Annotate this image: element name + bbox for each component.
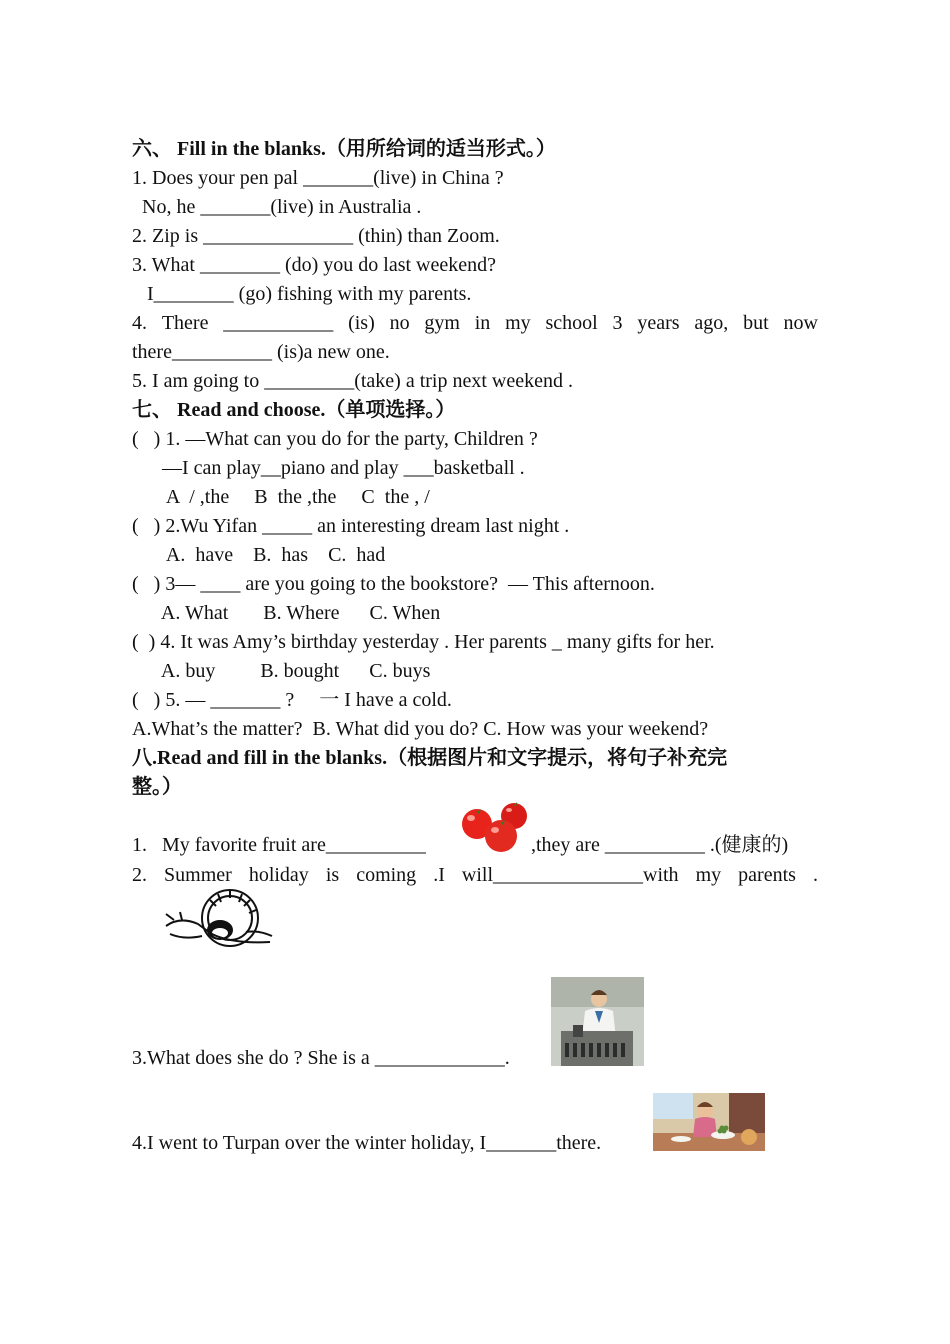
word: school [545,312,598,334]
word: ago, [694,312,729,334]
section-8-heading: 八.Read and fill in the blanks.（根据图片和文字提示，将句子补充完 [132,747,728,769]
s7-line-1: ( ) 1. —What can you do for the party, Children ? [132,428,538,450]
s7-line-9: A. buy B. bought C. buys [132,660,431,682]
word: holiday [248,864,309,886]
word: 4. [132,312,147,334]
scientist-image [551,977,644,1071]
section-8-heading-cont: 整。） [132,776,182,798]
eating-grapes-image [653,1093,765,1156]
word: .I [433,864,445,886]
tomatoes-image [457,800,533,859]
word: but [743,312,769,334]
s7-line-2: —I can play__piano and play ___basketball . [132,457,525,479]
word: gym [424,312,460,334]
s7-line-4: ( ) 2.Wu Yifan _____ an interesting dream last night . [132,515,570,537]
word: now [783,312,818,334]
s8-q4-text: 4.I went to Turpan over the winter holiday, I_______there. [132,1132,602,1154]
s6-line-7: 5. I am going to _________(take) a trip next weekend . [132,370,573,392]
word: in [474,312,491,334]
s8-q1-text-a: 1. My favorite fruit are__________ [132,834,426,856]
word: There [161,312,209,334]
s7-line-7: A. What B. Where C. When [132,602,441,624]
word: years [637,312,680,334]
s7-line-11: A.What’s the matter? B. What did you do? C. How was your weekend? [132,718,709,740]
swimming-child-image [162,886,276,959]
s7-line-3: A / ,the B the ,the C the , / [132,486,430,508]
s6-line-3: 2. Zip is _______________ (thin) than Zoom. [132,225,500,247]
s6-line-1: 1. Does your pen pal _______(live) in China ? [132,167,504,189]
word: 2. [132,864,147,886]
section-6-heading: 六、 Fill in the blanks.（用所给词的适当形式。） [132,138,556,160]
s6-line-2: No, he _______(live) in Australia . [132,196,422,218]
word: coming [356,864,417,886]
s7-line-8: ( ) 4. It was Amy’s birthday yesterday . Her parents _ many gifts for her. [132,631,715,653]
s8-q2-justified [132,862,818,888]
word: 3 [612,312,623,334]
s6-line-5: I________ (go) fishing with my parents. [132,283,472,305]
s6-q4-justified [132,310,818,336]
s8-q3-text: 3.What does she do ? She is a _____________. [132,1047,510,1069]
s6-line-4: 3. What ________ (do) you do last weekend? [132,254,496,276]
word: my [695,864,722,886]
s6-line-6: there__________ (is)a new one. [132,341,390,363]
word: is [325,864,340,886]
word: (is) [348,312,375,334]
word: parents [738,864,796,886]
section-7-heading: 七、 Read and choose.（单项选择。） [132,399,456,421]
word: will_______________with [461,864,679,886]
s8-q1-text-b: ,they are __________ .(健康的) [531,834,789,856]
word: ___________ [223,312,334,334]
word: no [389,312,410,334]
word: . [812,864,818,886]
word: my [505,312,531,334]
s7-line-6: ( ) 3— ____ are you going to the bookstore? — This afternoon. [132,573,655,595]
word: Summer [164,864,232,886]
s7-line-5: A. have B. has C. had [132,544,386,566]
s7-line-10: ( ) 5. — _______ ? 一 I have a cold. [132,689,452,711]
